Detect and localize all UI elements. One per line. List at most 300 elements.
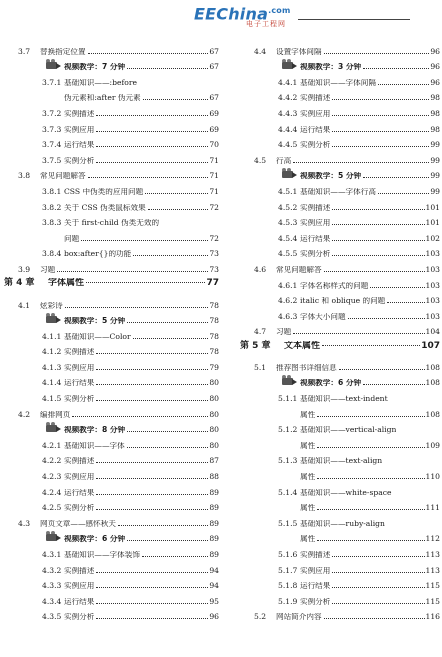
leader-dots <box>332 115 429 116</box>
leader-dots <box>96 494 208 495</box>
toc-entry[interactable] <box>240 450 440 466</box>
entry-title: 实例应用 <box>64 582 95 591</box>
entry-page-number: 98 <box>430 108 440 118</box>
entry-title: italic 和 oblique 的问题 <box>300 297 386 306</box>
leader-dots <box>81 240 208 241</box>
leader-dots <box>332 572 424 573</box>
entry-title: 问题 <box>64 234 80 243</box>
entry-page-number: 103 <box>425 249 440 259</box>
entry-title: 运行结果 <box>300 234 331 243</box>
entry-page-number: 113 <box>425 565 440 575</box>
leader-dots <box>142 556 208 557</box>
entry-title: 视频教学：7 分钟 <box>64 63 126 72</box>
entry-title: 实例应用 <box>300 219 331 228</box>
toc-section[interactable] <box>240 321 440 337</box>
entry-title: 属性 <box>300 504 316 513</box>
toc-video-entry[interactable] <box>240 372 440 388</box>
entry-number: 4.4.4 <box>278 124 298 134</box>
toc-entry[interactable] <box>240 71 440 87</box>
toc-entry[interactable] <box>240 227 440 243</box>
entry-title: 视频教学：6 分钟 <box>300 379 362 388</box>
entry-page-number: 99 <box>430 155 440 165</box>
toc-column-left <box>4 40 219 621</box>
leader-dots <box>332 209 424 210</box>
entry-page-number: 69 <box>209 124 219 134</box>
toc-section[interactable] <box>240 258 440 274</box>
toc-entry[interactable] <box>4 196 219 212</box>
toc-entry[interactable] <box>4 559 219 575</box>
toc-entry[interactable] <box>240 419 440 435</box>
toc-entry[interactable] <box>240 118 440 134</box>
entry-title: 实例分析 <box>300 597 331 606</box>
leader-dots <box>88 177 209 178</box>
entry-number: 4.5.3 <box>278 218 298 228</box>
logo-suffix: .com <box>268 6 291 15</box>
leader-dots <box>145 193 208 194</box>
video-camera-icon <box>44 313 62 325</box>
entry-number: 4.2.1 <box>42 440 62 450</box>
entry-page-number: 89 <box>209 518 219 528</box>
entry-page-number: 107 <box>421 340 440 351</box>
entry-title: 视频教学：6 分钟 <box>64 535 126 544</box>
toc-entry[interactable] <box>4 590 219 606</box>
entry-page-number: 78 <box>209 331 219 341</box>
video-camera-icon <box>44 59 62 71</box>
entry-number: 4.4 <box>254 46 267 56</box>
leader-dots <box>370 287 424 288</box>
leader-dots <box>127 447 209 448</box>
entry-page-number: 71 <box>209 171 219 181</box>
leader-dots <box>339 369 425 370</box>
entry-title: 推荐图书详细信息 <box>276 363 337 372</box>
entry-title: 视频教学：3 分钟 <box>300 63 362 72</box>
entry-title: 实例应用 <box>300 566 331 575</box>
entry-page-number: 77 <box>206 278 219 289</box>
toc-entry[interactable] <box>4 227 219 243</box>
entry-title: 行高 <box>276 156 292 165</box>
entry-title: 属性 <box>300 473 316 482</box>
entry-title: 关于 CSS 伪类鼠标效果 <box>64 203 146 212</box>
toc-section[interactable] <box>4 40 219 56</box>
leader-dots <box>127 431 208 432</box>
entry-page-number: 103 <box>425 311 440 321</box>
toc-entry[interactable] <box>4 543 219 559</box>
leader-dots <box>378 84 429 85</box>
toc-entry[interactable] <box>240 497 440 513</box>
entry-title: 基础知识——white-space <box>300 488 392 497</box>
entry-page-number: 108 <box>425 378 440 388</box>
toc-entry[interactable] <box>4 87 219 103</box>
entry-number: 3.7.2 <box>42 108 62 118</box>
entry-title: 基础知识——text-align <box>300 457 383 466</box>
entry-page-number: 72 <box>209 202 219 212</box>
entry-number: 4.4.5 <box>278 140 298 150</box>
leader-dots <box>332 255 424 256</box>
entry-page-number: 101 <box>425 202 440 212</box>
entry-number: 4.2.5 <box>42 503 62 513</box>
entry-title: 实例描述 <box>64 566 95 575</box>
entry-page-number: 78 <box>209 316 219 326</box>
entry-title: 基础知识——ruby-align <box>300 519 385 528</box>
toc-entry[interactable] <box>4 372 219 388</box>
toc-chapter[interactable] <box>4 274 219 294</box>
entry-number: 4.2.4 <box>42 487 62 497</box>
entry-title: 基础知识——:before <box>64 78 137 87</box>
entry-number: 4.1.2 <box>42 347 62 357</box>
entry-title: 实例描述 <box>64 348 95 357</box>
entry-title: CSS 中伪类的应用问题 <box>64 187 144 196</box>
entry-number: 3.7.4 <box>42 140 62 150</box>
entry-page-number: 89 <box>209 550 219 559</box>
toc-video-entry[interactable] <box>4 56 219 72</box>
leader-dots <box>378 193 429 194</box>
toc-entry[interactable] <box>240 575 440 591</box>
entry-number: 3.8.1 <box>42 186 62 196</box>
entry-page-number: 94 <box>209 565 219 575</box>
toc-section[interactable] <box>240 356 440 372</box>
entry-page-number: 67 <box>209 62 219 72</box>
toc-video-entry[interactable] <box>4 419 219 435</box>
leader-dots <box>317 509 424 510</box>
entry-title: 视频教学：5 分钟 <box>64 317 126 326</box>
entry-number: 4.2.3 <box>42 472 62 482</box>
entry-title: 实例分析 <box>64 504 95 513</box>
entry-title: 实例分析 <box>300 141 331 150</box>
entry-title: 实例分析 <box>64 156 95 165</box>
leader-dots <box>332 240 424 241</box>
toc-entry[interactable] <box>240 305 440 321</box>
toc-column-right <box>240 40 440 621</box>
entry-number: 4.4.3 <box>278 108 298 118</box>
entry-page-number: 78 <box>209 300 219 310</box>
entry-number: 5.2 <box>254 612 267 622</box>
entry-page-number: 116 <box>425 612 440 622</box>
entry-number: 第 4 章 <box>4 278 35 289</box>
toc-entry[interactable] <box>240 387 440 403</box>
leader-dots <box>363 177 429 178</box>
entry-number: 第 5 章 <box>240 340 271 351</box>
leader-dots <box>332 131 429 132</box>
entry-number: 3.8.4 <box>42 249 62 259</box>
entry-number: 4.6.2 <box>278 296 298 306</box>
toc-entry[interactable] <box>240 465 440 481</box>
entry-page-number: 108 <box>425 409 440 419</box>
entry-page-number: 73 <box>209 264 219 274</box>
toc-entry[interactable] <box>240 134 440 150</box>
entry-title: 实例分析 <box>300 250 331 259</box>
toc-entry[interactable] <box>4 356 219 372</box>
entry-page-number: 89 <box>209 503 219 513</box>
entry-number: 5.1 <box>254 362 267 372</box>
entry-title: 实例应用 <box>64 125 95 134</box>
toc-entry[interactable] <box>4 434 219 450</box>
toc-chapter[interactable] <box>240 336 440 356</box>
entry-title: 实例描述 <box>300 203 331 212</box>
leader-dots <box>96 146 208 147</box>
entry-page-number: 72 <box>209 233 219 243</box>
entry-title: 字体名称样式的问题 <box>300 281 369 290</box>
entry-page-number: 99 <box>430 140 440 150</box>
entry-page-number: 79 <box>209 362 219 372</box>
entry-title: 属性 <box>300 410 316 419</box>
entry-title: 编排网页 <box>40 410 71 419</box>
entry-page-number: 80 <box>209 425 219 435</box>
entry-title: 实例描述 <box>64 457 95 466</box>
toc-entry[interactable] <box>240 87 440 103</box>
leader-dots <box>96 509 208 510</box>
entry-page-number: 110 <box>425 472 440 482</box>
toc-entry[interactable] <box>240 403 440 419</box>
entry-number: 3.9 <box>18 264 31 274</box>
entry-page-number: 70 <box>209 140 219 150</box>
leader-dots <box>348 318 425 319</box>
toc-entry[interactable] <box>4 325 219 341</box>
toc-entry[interactable] <box>4 180 219 196</box>
toc-video-entry[interactable] <box>4 528 219 544</box>
entry-number: 4.3 <box>18 518 31 528</box>
leader-dots <box>96 384 208 385</box>
entry-page-number: 73 <box>209 249 219 259</box>
leader-dots <box>332 603 424 604</box>
entry-title: 炫彩诗 <box>40 301 63 310</box>
toc-entry[interactable] <box>240 543 440 559</box>
entry-title: 设置字体间隔 <box>276 47 322 56</box>
entry-number: 5.1.6 <box>278 550 298 559</box>
entry-title: 实例应用 <box>300 109 331 118</box>
toc-video-entry[interactable] <box>240 56 440 72</box>
entry-title: 常见问题解答 <box>276 265 322 274</box>
leader-dots <box>96 369 208 370</box>
leader-dots <box>293 333 424 334</box>
entry-page-number: 108 <box>425 362 440 372</box>
leader-dots <box>363 68 429 69</box>
leader-dots <box>96 618 208 619</box>
leader-dots <box>363 384 424 385</box>
entry-number: 4.5.4 <box>278 233 298 243</box>
toc-entry[interactable] <box>240 180 440 196</box>
leader-dots <box>96 131 208 132</box>
entry-page-number: 111 <box>425 503 440 513</box>
toc-section[interactable] <box>4 294 219 310</box>
entry-page-number: 78 <box>209 347 219 357</box>
toc-section[interactable] <box>240 40 440 56</box>
entry-page-number: 104 <box>425 327 440 337</box>
entry-number: 5.1.1 <box>278 394 298 404</box>
video-camera-icon <box>280 168 298 180</box>
entry-page-number: 89 <box>209 534 219 544</box>
entry-page-number: 80 <box>209 440 219 450</box>
toc-entry[interactable] <box>240 559 440 575</box>
header-rule <box>298 19 410 20</box>
leader-dots <box>96 478 208 479</box>
leader-dots <box>332 146 429 147</box>
leader-dots <box>96 115 208 116</box>
toc-entry[interactable] <box>240 512 440 528</box>
entry-title: 运行结果 <box>300 582 331 591</box>
leader-dots <box>324 618 425 619</box>
leader-dots <box>65 307 209 308</box>
entry-title: 基础知识——字体 <box>64 441 125 450</box>
entry-title: 运行结果 <box>64 597 95 606</box>
entry-title: 实例分析 <box>64 613 95 622</box>
entry-number: 5.1.5 <box>278 518 298 528</box>
toc-entry[interactable] <box>4 341 219 357</box>
leader-dots <box>96 353 208 354</box>
entry-number: 5.1.8 <box>278 581 298 591</box>
entry-page-number: 98 <box>430 124 440 134</box>
entry-number: 3.8.2 <box>42 202 62 212</box>
entry-page-number: 103 <box>425 280 440 290</box>
entry-number: 4.6 <box>254 264 267 274</box>
leader-dots <box>324 53 430 54</box>
toc-video-entry[interactable] <box>240 165 440 181</box>
toc-entry[interactable] <box>4 606 219 622</box>
toc-entry[interactable] <box>4 118 219 134</box>
leader-dots <box>148 209 209 210</box>
toc-section[interactable] <box>4 258 219 274</box>
leader-dots <box>322 345 420 346</box>
entry-title: 基础知识——text-indent <box>300 395 388 404</box>
entry-page-number: 96 <box>430 46 440 56</box>
entry-number: 4.3.4 <box>42 596 62 606</box>
entry-page-number: 80 <box>209 409 219 419</box>
entry-number: 3.8 <box>18 171 31 181</box>
toc-entry[interactable] <box>240 102 440 118</box>
toc-entry[interactable] <box>4 387 219 403</box>
toc-section[interactable] <box>240 606 440 622</box>
entry-number: 4.1.5 <box>42 394 62 404</box>
entry-page-number: 112 <box>425 534 440 544</box>
entry-title: 实例应用 <box>64 473 95 482</box>
leader-dots <box>96 603 208 604</box>
toc-entry[interactable] <box>4 465 219 481</box>
toc-entry[interactable] <box>4 149 219 165</box>
entry-page-number: 113 <box>425 550 440 559</box>
leader-dots <box>86 282 205 283</box>
video-camera-icon <box>280 59 298 71</box>
entry-title: 习题 <box>276 328 292 337</box>
toc-entry[interactable] <box>4 450 219 466</box>
entry-title: 视频教学：5 分钟 <box>300 172 362 181</box>
leader-dots <box>332 99 429 100</box>
entry-title: 实例描述 <box>300 94 331 103</box>
leader-dots <box>332 587 424 588</box>
entry-title: 基础知识——字体间隔 <box>300 78 376 87</box>
entry-title: 字体大小问题 <box>300 312 346 321</box>
toc-entry[interactable] <box>240 528 440 544</box>
entry-title: 视频教学：8 分钟 <box>64 426 126 435</box>
leader-dots <box>72 416 208 417</box>
entry-number: 4.6.1 <box>278 280 298 290</box>
leader-dots <box>317 540 424 541</box>
entry-number: 5.1.9 <box>278 596 298 606</box>
toc-entry[interactable] <box>4 481 219 497</box>
entry-page-number: 96 <box>430 62 440 72</box>
entry-number: 4.1.1 <box>42 331 62 341</box>
toc-entry[interactable] <box>4 243 219 259</box>
entry-number: 5.1.3 <box>278 456 298 466</box>
toc-entry[interactable] <box>4 212 219 228</box>
leader-dots <box>332 556 424 557</box>
toc-entry[interactable] <box>4 102 219 118</box>
toc-entry[interactable] <box>4 497 219 513</box>
entry-title: 运行结果 <box>64 488 95 497</box>
entry-number: 4.1.3 <box>42 362 62 372</box>
toc-entry[interactable] <box>4 71 219 87</box>
page-header <box>0 0 442 32</box>
entry-title: 替换指定位置 <box>40 47 86 56</box>
toc-entry[interactable] <box>240 196 440 212</box>
entry-page-number: 89 <box>209 487 219 497</box>
entry-page-number: 69 <box>209 108 219 118</box>
leader-dots <box>324 271 425 272</box>
entry-title: 基础知识——Color <box>64 332 131 341</box>
logo-text: EEChina <box>194 4 269 24</box>
toc-section[interactable] <box>4 403 219 419</box>
logo-subtitle: 电子工程网 <box>246 20 286 28</box>
entry-number: 3.7.3 <box>42 124 62 134</box>
leader-dots <box>143 99 209 100</box>
toc-section[interactable] <box>240 149 440 165</box>
entry-number: 4.2.2 <box>42 456 62 466</box>
entry-title: 文本属性 <box>284 340 321 351</box>
entry-number: 3.8.3 <box>42 218 62 228</box>
toc-entry[interactable] <box>240 274 440 290</box>
entry-number: 5.1.7 <box>278 565 298 575</box>
toc-entry[interactable] <box>240 243 440 259</box>
leader-dots <box>317 447 424 448</box>
entry-page-number: 115 <box>425 596 440 606</box>
entry-number: 3.7.1 <box>42 77 62 87</box>
entry-number: 5.1.4 <box>278 487 298 497</box>
toc-entry[interactable] <box>240 481 440 497</box>
entry-number: 4.3.3 <box>42 581 62 591</box>
entry-page-number: 103 <box>425 264 440 274</box>
entry-number: 4.5.5 <box>278 249 298 259</box>
entry-page-number: 101 <box>425 218 440 228</box>
entry-title: 基础知识——字体行高 <box>300 187 376 196</box>
entry-page-number: 95 <box>209 596 219 606</box>
entry-title: 运行结果 <box>300 125 331 134</box>
entry-title: 属性 <box>300 535 316 544</box>
entry-number: 4.5.1 <box>278 186 298 196</box>
toc-entry[interactable] <box>4 575 219 591</box>
toc-entry[interactable] <box>240 290 440 306</box>
entry-page-number: 109 <box>425 440 440 450</box>
entry-title: 属性 <box>300 441 316 450</box>
toc-entry[interactable] <box>4 134 219 150</box>
entry-number: 4.7 <box>254 327 267 337</box>
toc-section[interactable] <box>4 512 219 528</box>
entry-number: 4.1.4 <box>42 378 62 388</box>
toc-entry[interactable] <box>240 434 440 450</box>
entry-page-number: 94 <box>209 581 219 591</box>
entry-number: 3.7.5 <box>42 155 62 165</box>
leader-dots <box>118 525 208 526</box>
entry-title: 关于 first-child 伪类无效的 <box>64 219 160 228</box>
entry-title: 习题 <box>40 265 56 274</box>
toc-entry[interactable] <box>240 590 440 606</box>
toc-entry[interactable] <box>240 212 440 228</box>
video-camera-icon <box>280 375 298 387</box>
entry-number: 4.3.1 <box>42 550 62 559</box>
entry-page-number: 99 <box>430 171 440 181</box>
toc-video-entry[interactable] <box>4 310 219 326</box>
entry-page-number: 96 <box>209 612 219 622</box>
toc-section[interactable] <box>4 165 219 181</box>
entry-page-number: 103 <box>425 296 440 306</box>
entry-title: 网站简介内容 <box>276 613 322 622</box>
